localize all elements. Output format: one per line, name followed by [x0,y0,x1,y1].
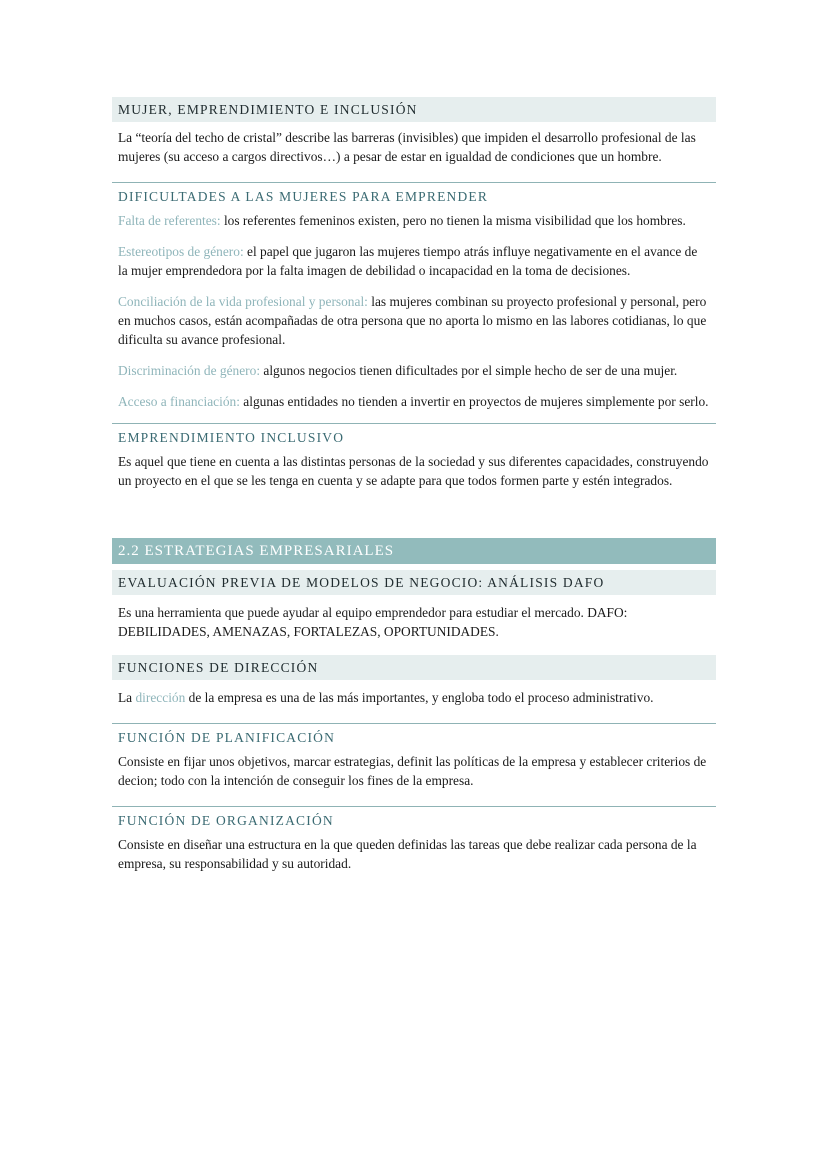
heading-analisis-dafo: EVALUACIÓN PREVIA DE MODELOS DE NEGOCIO: ANÁLISIS DAFO [112,570,716,595]
page-content [112,97,716,873]
paragraph-emprendimiento-inclusivo: Es aquel que tiene en cuenta a las distintas personas de la sociedad y sus diferentes capacidades, construyendo un proyecto en el que se les tenga en cuenta y se adapte para que todos formen parte y estén integrados. [118,454,709,488]
heading-mujer-emprendimiento: MUJER, EMPRENDIMIENTO E INCLUSIÓN [112,97,716,122]
item-estereotipos [112,242,716,280]
term-direccion: dirección [135,690,186,705]
item-conciliacion [112,292,716,349]
term-label: Falta de referentes: [118,213,221,228]
paragraph-dafo: Es una herramienta que puede ayudar al equipo emprendedor para estudiar el mercado. DAFO: DEBILIDADES, AMENAZAS, FORTALEZAS, OPORTUNIDADES. [118,605,628,639]
text-before: La [118,690,136,705]
item-text: algunas entidades no tienden a invertir en proyectos de mujeres simplemente por serlo. [239,394,709,409]
item-text: los referentes femeninos existen, pero no tienen la misma visibilidad que los hombres. [220,213,686,228]
item-text: las mujeres combinan su proyecto profesional y personal, pero en muchos casos, están acompañadas de otra persona que no aporta lo mismo en las labores cotidianas, lo que dificulta su avance profesional. [118,294,707,347]
heading-dificultades: DIFICULTADES A LAS MUJERES PARA EMPRENDER [112,182,716,207]
item-discriminacion [112,361,716,380]
item-text: algunos negocios tienen dificultades por el simple hecho de ser de una mujer. [260,363,678,378]
term-label: Acceso a financiación: [118,394,240,409]
paragraph-organizacion: Consiste en diseñar una estructura en la que queden definidas las tareas que debe realizar cada persona de la empresa, su responsabilidad y su autoridad. [118,837,697,871]
term-label: Conciliación de la vida profesional y personal: [118,294,368,309]
heading-funciones-direccion: FUNCIONES DE DIRECCIÓN [112,655,716,680]
paragraph-direccion [112,688,716,707]
heading-funcion-organizacion: FUNCIÓN DE ORGANIZACIÓN [112,806,716,831]
heading-emprendimiento-inclusivo: EMPRENDIMIENTO INCLUSIVO [112,423,716,448]
heading-estrategias-empresariales: 2.2 ESTRATEGIAS EMPRESARIALES [112,538,716,564]
item-falta-referentes [112,211,716,230]
heading-funcion-planificacion: FUNCIÓN DE PLANIFICACIÓN [112,723,716,748]
term-label: Discriminación de género: [118,363,261,378]
item-text: el papel que jugaron las mujeres tiempo atrás influye negativamente en el avance de la mujer emprendedora por la falta imagen de debilidad o incapacidad en la toma de decisiones. [118,244,698,278]
term-label: Estereotipos de género: [118,244,244,259]
text-after: de la empresa es una de las más importantes, y engloba todo el proceso administrativo. [185,690,654,705]
paragraph-planificacion: Consiste en fijar unos objetivos, marcar estrategias, definit las políticas de la empresa y establecer criterios de decion; todo con la intención de conseguir los fines de la empresa. [118,754,707,788]
item-financiacion [112,392,716,411]
paragraph-techo-de-cristal: La “teoría del techo de cristal” describe las barreras (invisibles) que impiden el desarrollo profesional de las mujeres (su acceso a cargos directivos…) a pesar de estar en igualdad de condiciones que un hombre. [118,130,696,164]
